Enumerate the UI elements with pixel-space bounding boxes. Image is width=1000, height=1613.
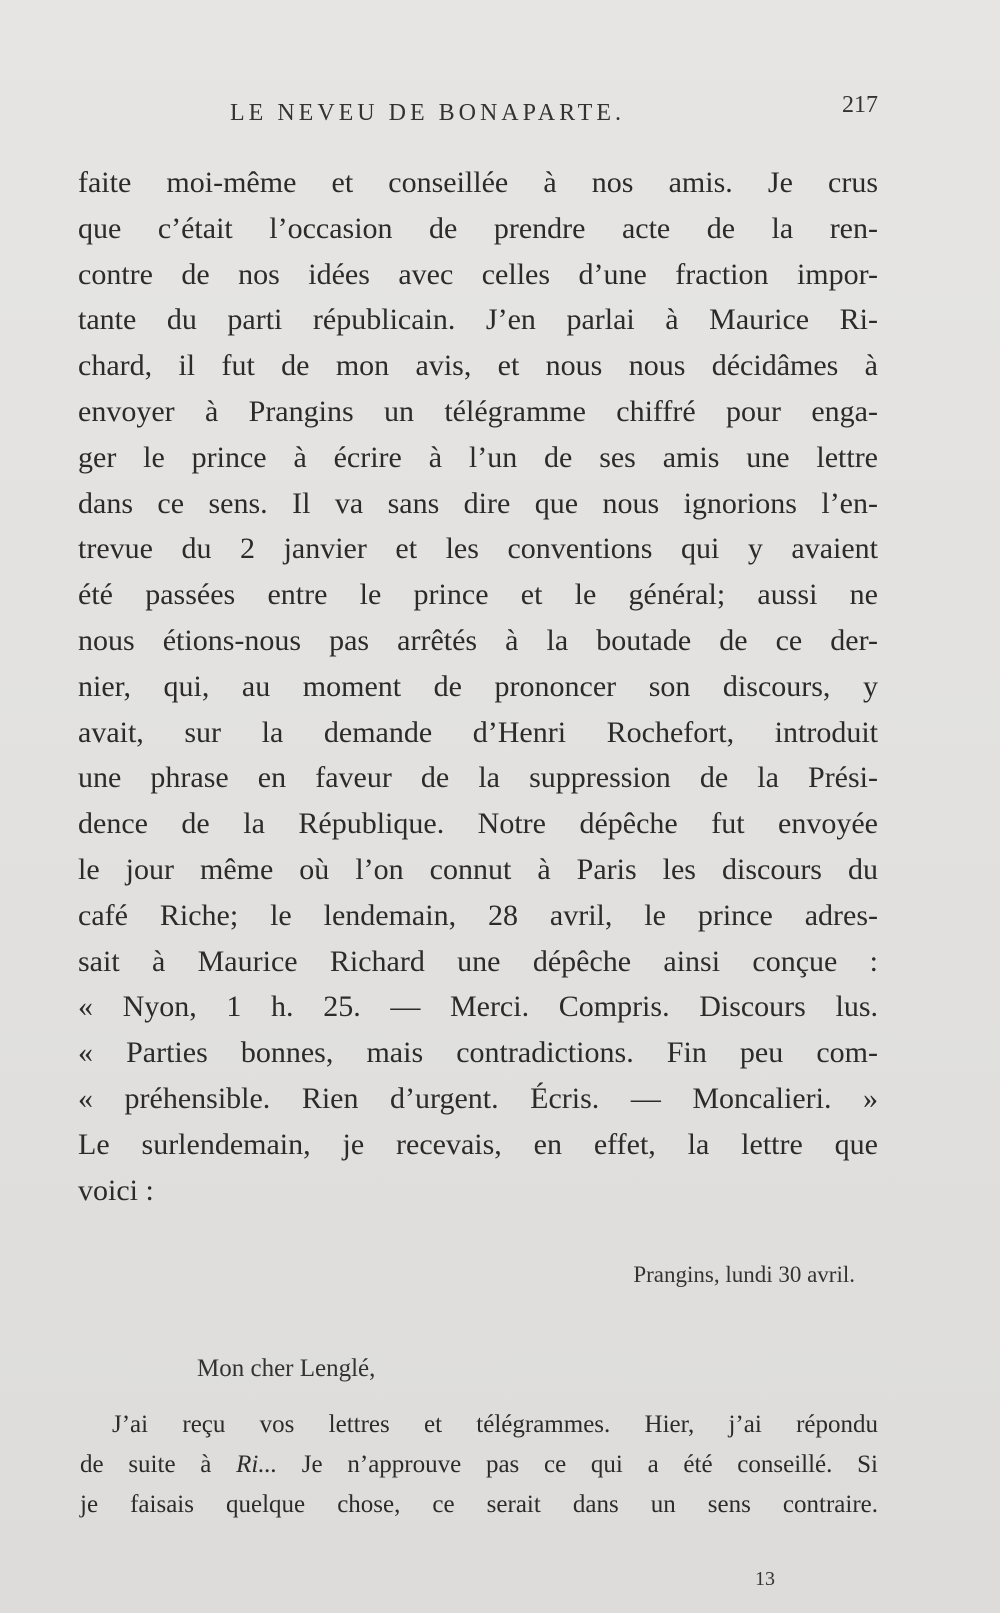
signature-mark: 13 — [755, 1568, 775, 1590]
running-head — [78, 92, 878, 132]
text-line: sait à Maurice Richard une dépêche ainsi conçue : — [78, 944, 878, 978]
text-line: café Riche; le lendemain, 28 avril, le prince adres- — [78, 898, 878, 932]
running-title: LE NEVEU DE BONAPARTE. — [230, 100, 625, 126]
text-line: dence de la République. Notre dépêche fut envoyée — [78, 807, 878, 841]
text-line: chard, il fut de mon avis, et nous nous décidâmes à — [78, 349, 878, 383]
text-line: trevue du 2 janvier et les conventions qui y avaient — [78, 532, 878, 566]
body-text — [78, 160, 878, 1213]
letter-line: J’ai reçu vos lettres et télégrammes. Hier, j’ai répondu — [112, 1411, 878, 1438]
text-line: nous étions-nous pas arrêtés à la boutade de ce der- — [78, 623, 878, 657]
letter-line-part: de suite à — [80, 1451, 237, 1478]
text-line: « Nyon, 1 h. 25. — Merci. Compris. Discours lus. — [78, 990, 878, 1024]
text-line: faite moi-même et conseillée à nos amis. Je crus — [78, 166, 878, 199]
text-line: que c’était l’occasion de prendre acte de la ren- — [78, 211, 878, 245]
letter-dateline: Prangins, lundi 30 avril. — [633, 1262, 855, 1287]
text-line: ger le prince à écrire à l’un de ses amis une lettre — [78, 440, 878, 474]
letter-line: je faisais quelque chose, ce serait dans un sens contraire. — [80, 1491, 878, 1518]
text-line: contre de nos idées avec celles d’une fraction impor- — [78, 257, 878, 291]
text-line: tante du parti républicain. J’en parlai à Maurice Ri- — [78, 303, 878, 337]
text-line: Le surlendemain, je recevais, en effet, la lettre que — [78, 1127, 878, 1161]
letter-text — [80, 1405, 878, 1525]
letter-salutation: Mon cher Lenglé, — [197, 1355, 376, 1382]
text-line: « Parties bonnes, mais contradictions. Fin peu com- — [78, 1036, 878, 1070]
page-number: 217 — [842, 92, 878, 118]
text-line: été passées entre le prince et le général; aussi ne — [78, 578, 878, 612]
text-line: envoyer à Prangins un télégramme chiffré pour enga- — [78, 394, 878, 428]
letter-recipient-name: Ri... — [236, 1451, 278, 1478]
text-line: une phrase en faveur de la suppression de la Prési- — [78, 761, 878, 795]
letter-line-part: Je n’approuve pas ce qui a été conseillé. Si — [277, 1451, 878, 1478]
letter-line — [80, 1445, 878, 1485]
text-line: le jour même où l’on connut à Paris les discours du — [78, 852, 878, 886]
text-line: « préhensible. Rien d’urgent. Écris. — Moncalieri. » — [78, 1081, 878, 1115]
text-line: voici : — [78, 1173, 154, 1207]
text-line: avait, sur la demande d’Henri Rochefort, introduit — [78, 715, 878, 749]
text-line: nier, qui, au moment de prononcer son discours, y — [78, 669, 878, 703]
text-line: dans ce sens. Il va sans dire que nous ignorions l’en- — [78, 486, 878, 520]
